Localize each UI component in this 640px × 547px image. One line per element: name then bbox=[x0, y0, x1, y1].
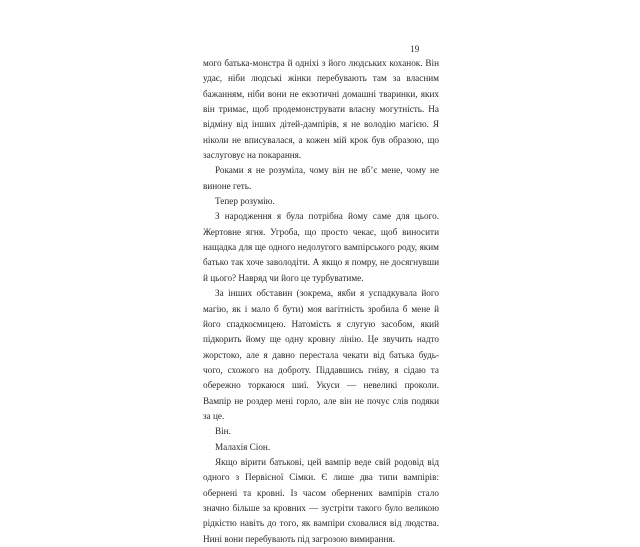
paragraph: Він. bbox=[215, 426, 231, 437]
page-number: 19 bbox=[410, 44, 420, 54]
paragraph: Роками я не розуміла, чому він не вб’є мене, чому не виноне геть. bbox=[203, 165, 439, 191]
paragraph: З народження я була потрібна йому саме для цього. Жертовне ягня. Угроба, що просто чекає, щоб виносити нащадка для ще одного недолугого вампірського роду, яким батько так хоче заволодіти. А якщо я помру, не досягнувши й цього? Навряд чи його це турбуватиме. bbox=[203, 211, 439, 283]
paragraph: Тепер розумію. bbox=[215, 196, 275, 207]
paragraph: За інших обставин (зокрема, якби я успадкувала його магію, як і мало б бути) моя вагітність зробила б мене й його спадкоємицею. Натомість я слугую засобом, який підкорить йому ще одну кровну лінію. Це звучить надто жорстоко, але я давно перестала чекати від батька будь-чого, схожого на доброту. Піддавшись гніву, я сідаю та обережно торкаюся шиї. Укуси — невеликі проколи. Вампір не роздер мені горло, але він не почує слів подяки за це. bbox=[203, 288, 439, 421]
paragraph: Малахія Сіон. bbox=[215, 441, 271, 452]
paragraph: Якщо вірити батькові, цей вампір веде свій родовід від одного з Первісної Сімки. Є лише два типи вампірів: обернені та кровні. Із часом обернених вампірів стало значно більше за кровних — зустріти такого було великою рідкістю навіть до того, як вампіри сховалися від людства. Нині вони перебувають під загрозою вимирання. bbox=[203, 456, 439, 544]
body-text bbox=[203, 56, 439, 547]
paragraph-continuation: мого батька-монстра й одніхі з його людських коханок. Він удає, ніби людські жінки перебувають там за власним бажанням, ніби вони не екзотичні домашні тваринки, яких він тримає, щоб продемонструвати власну могутність. На відміну від інших дітей-дампірів, я не володію магією. Я ніколи не вписувалася, а кожен мій крок був образою, що заслуговує на покарання. bbox=[203, 58, 439, 161]
